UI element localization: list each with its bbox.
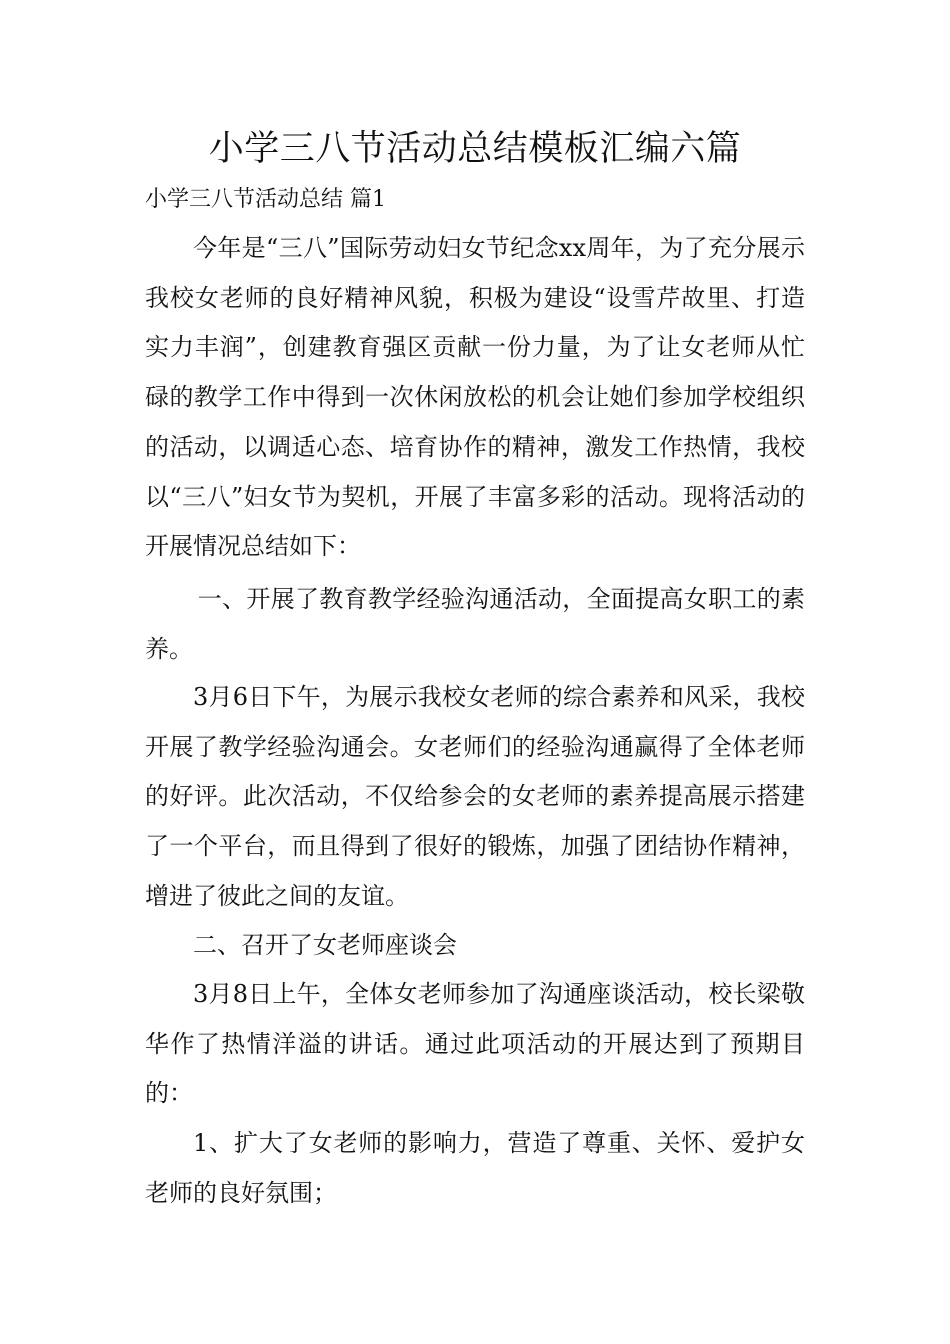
- paragraph-point-1: 1、扩大了女老师的影响力，营造了尊重、关怀、爱护女老师的良好氛围；: [145, 1129, 805, 1207]
- paragraph-intro: 今年是“三八”国际劳动妇女节纪念xx周年，为了充分展示我校女老师的良好精神风貌，积极为建设“设雪芹故里、打造实力丰润”，创建教育强区贡献一份力量，为了让女老师从忙碌的教学工作中得到一次休闲放松的机会让她们参加学校组织的活动，以调适心态、培育协作的精神，激发工作热情，我校以“三八”妇女节为契机，开展了丰富多彩的活动。现将活动的开展情况总结如下：: [145, 234, 805, 561]
- section-subtitle: 小学三八节活动总结 篇1: [145, 187, 386, 212]
- paragraph-symposium: 3月8日上午，全体女老师参加了沟通座谈活动，校长梁敬华作了热情洋溢的讲话。通过此项活动的开展达到了预期目的：: [145, 980, 805, 1108]
- paragraph-heading-2: 二、召开了女老师座谈会: [193, 931, 457, 959]
- paragraph-heading-1: 一、开展了教育教学经验沟通活动，全面提高女职工的素养。: [145, 585, 805, 663]
- document-title: 小学三八节活动总结模板汇编六篇: [208, 129, 742, 169]
- paragraph-exchange-meeting: 3月6日下午，为展示我校女老师的综合素养和风采，我校开展了教学经验沟通会。女老师们的经验沟通赢得了全体老师的好评。此次活动，不仅给参会的女老师的素养提高展示搭建了一个平台，而且得到了很好的锻炼，加强了团结协作精神，增进了彼此之间的友谊。: [145, 683, 805, 910]
